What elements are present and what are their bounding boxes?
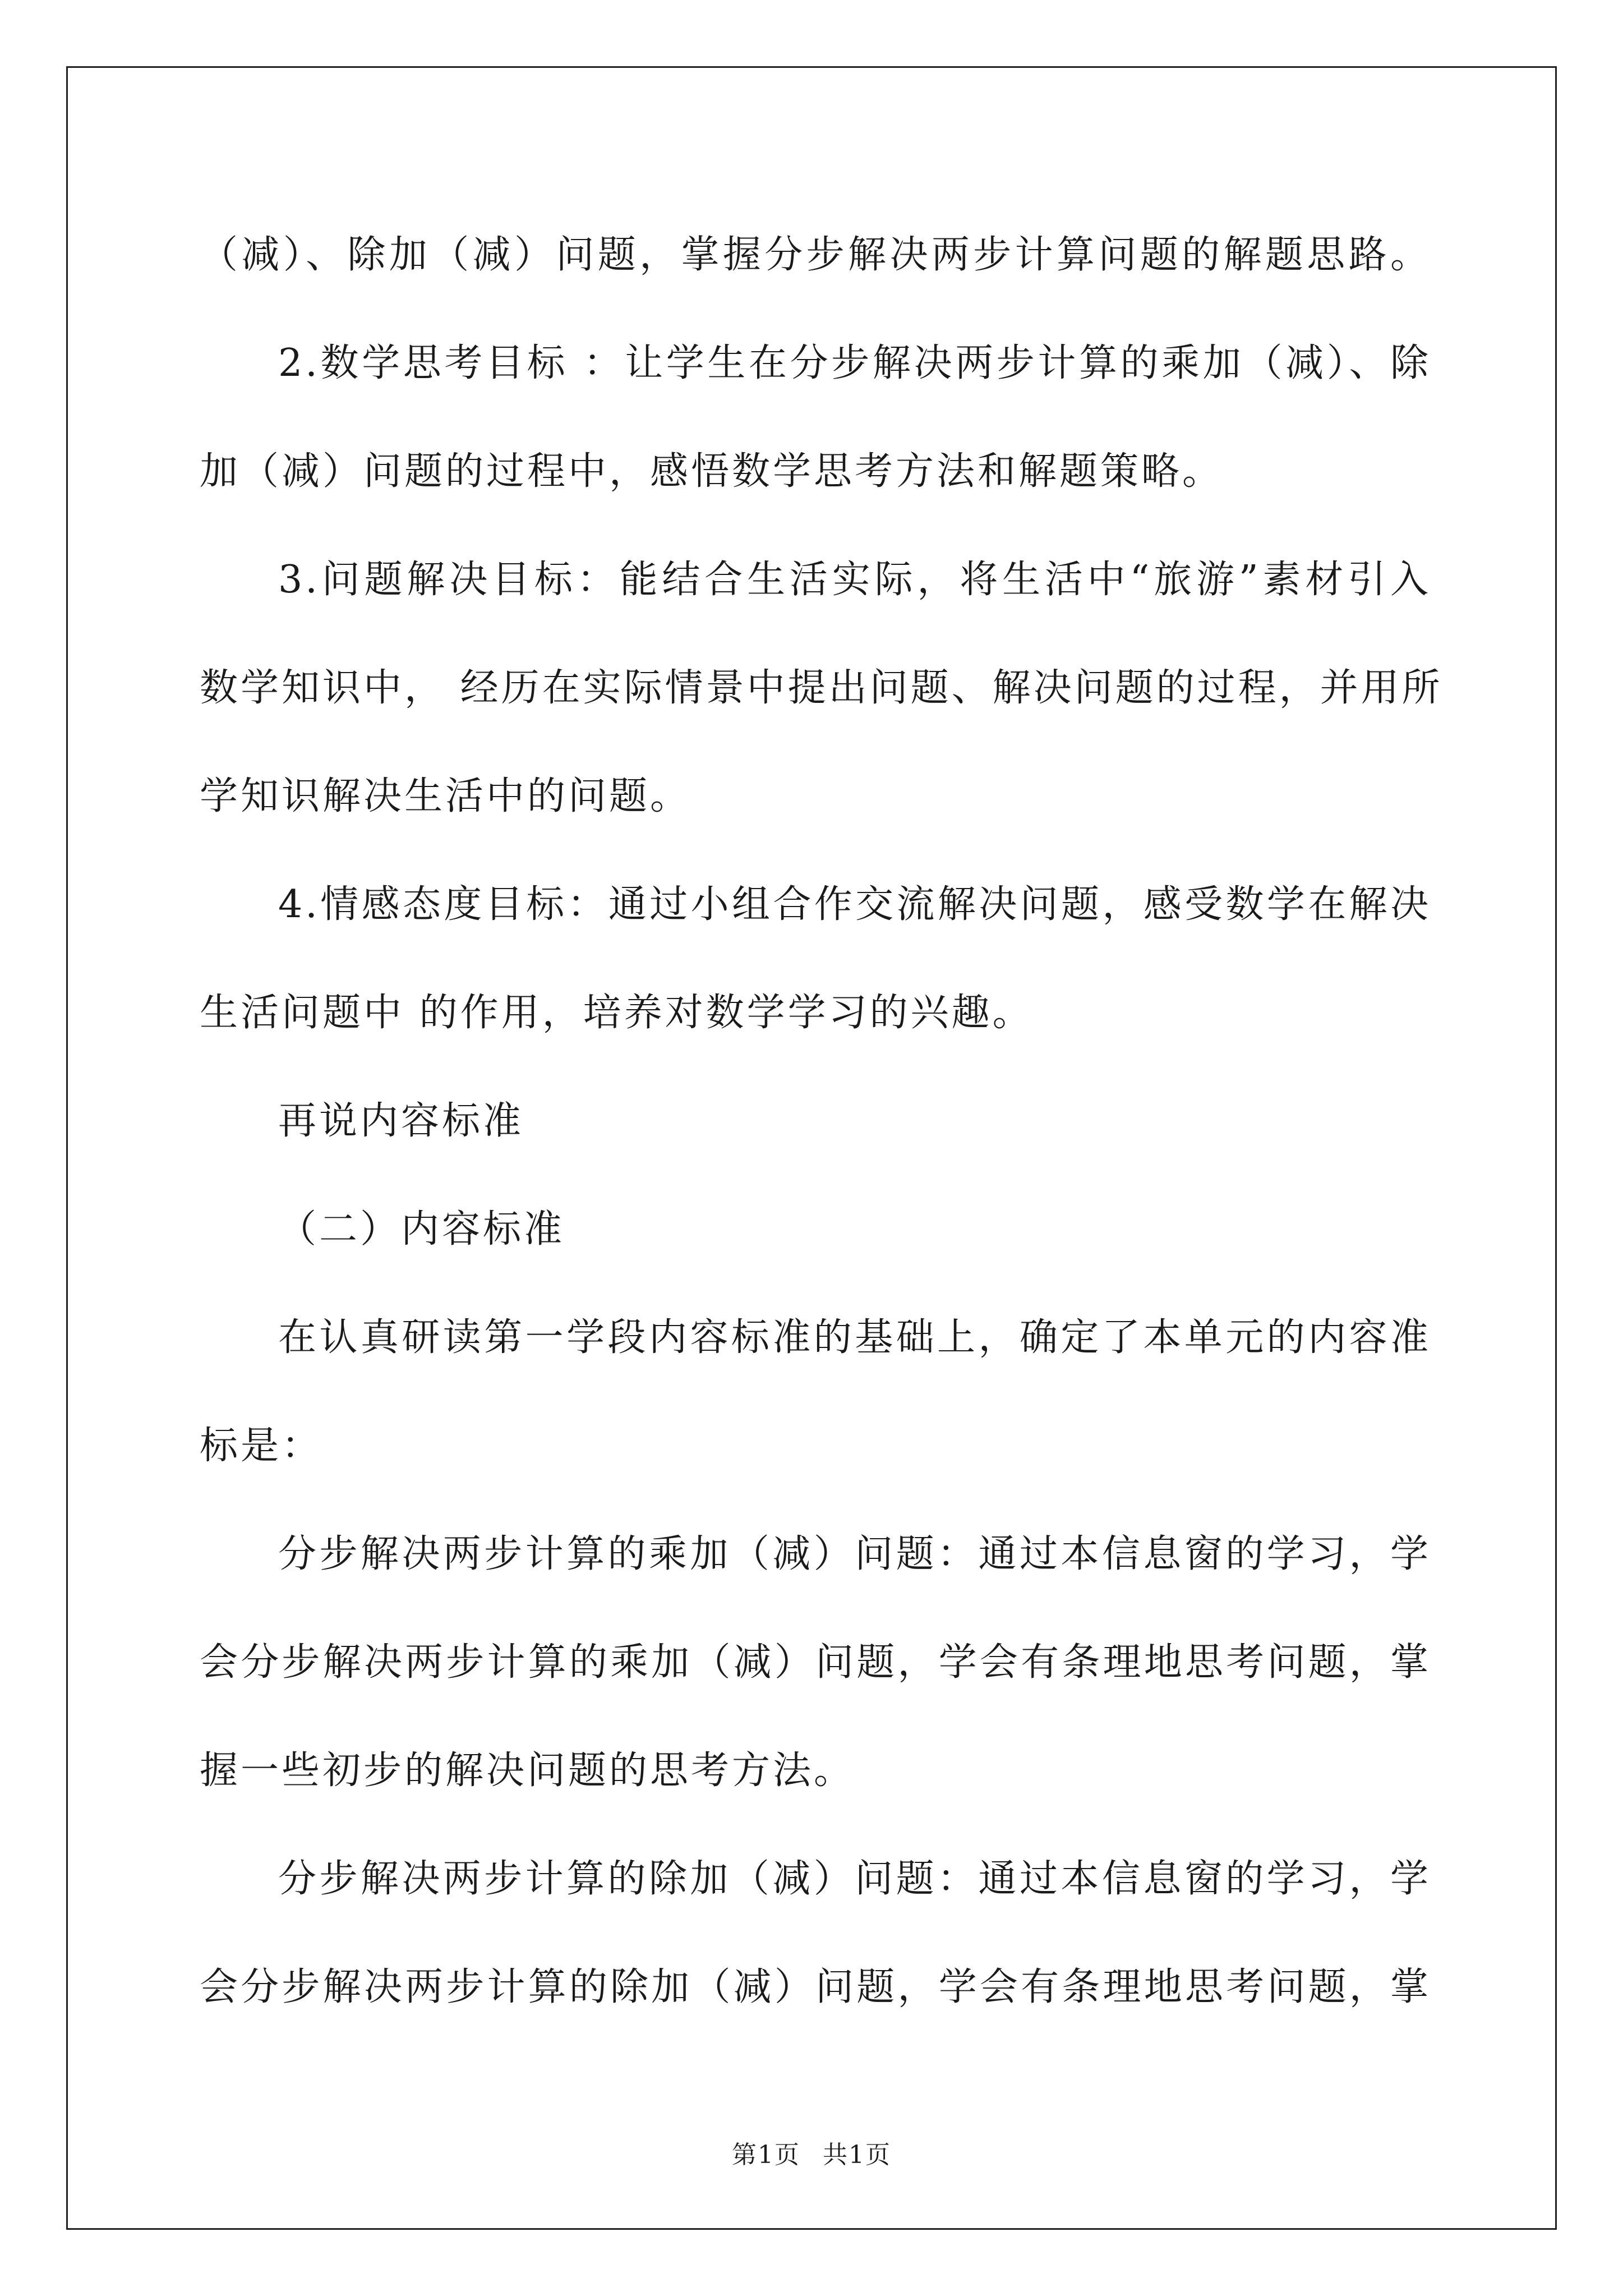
document-body [200, 201, 1443, 2041]
text-line: 会分步解决两步计算的乘加（减）问题，学会有条理地思考问题，掌 [200, 1640, 1431, 1685]
text-line: 3.问题解决目标：能结合生活实际，将生活中“旅游”素材引入 [278, 558, 1431, 602]
text-line: 生活问题中 的作用，培养对数学学习的兴趣。 [200, 991, 1034, 1035]
text-line: 会分步解决两步计算的除加（减）问题，学会有条理地思考问题，掌 [200, 1965, 1431, 2009]
text-line: 分步解决两步计算的乘加（减）问题：通过本信息窗的学习，学 [278, 1532, 1431, 1576]
text-line: 握一些初步的解决问题的思考方法。 [200, 1749, 855, 1793]
page-number: 第1页 [732, 2141, 800, 2169]
text-line: 分步解决两步计算的除加（减）问题：通过本信息窗的学习，学 [278, 1857, 1431, 1901]
text-line: 在认真研读第一学段内容标准的基础上，确定了本单元的内容准 [278, 1315, 1431, 1360]
section-heading: （二）内容标准 [278, 1207, 565, 1251]
text-line: 加（减）问题的过程中，感悟数学思考方法和解题策略。 [200, 449, 1224, 494]
text-line: （减）、除加（减）问题，掌握分步解决两步计算问题的解题思路。 [200, 233, 1431, 277]
page-total: 共1页 [823, 2141, 891, 2169]
text-line: 4.情感态度目标：通过小组合作交流解决问题，感受数学在解决 [278, 882, 1431, 927]
section-heading: 再说内容标准 [278, 1099, 524, 1143]
text-line: 2.数学思考目标 ：让学生在分步解决两步计算的乘加（减）、除 [278, 341, 1431, 385]
text-line: 标是： [200, 1424, 323, 1468]
text-line: 学知识解决生活中的问题。 [200, 774, 691, 818]
text-line: 数学知识中， 经历在实际情景中提出问题、解决问题的过程，并用所 [200, 666, 1443, 710]
page-footer [0, 2134, 1623, 2170]
